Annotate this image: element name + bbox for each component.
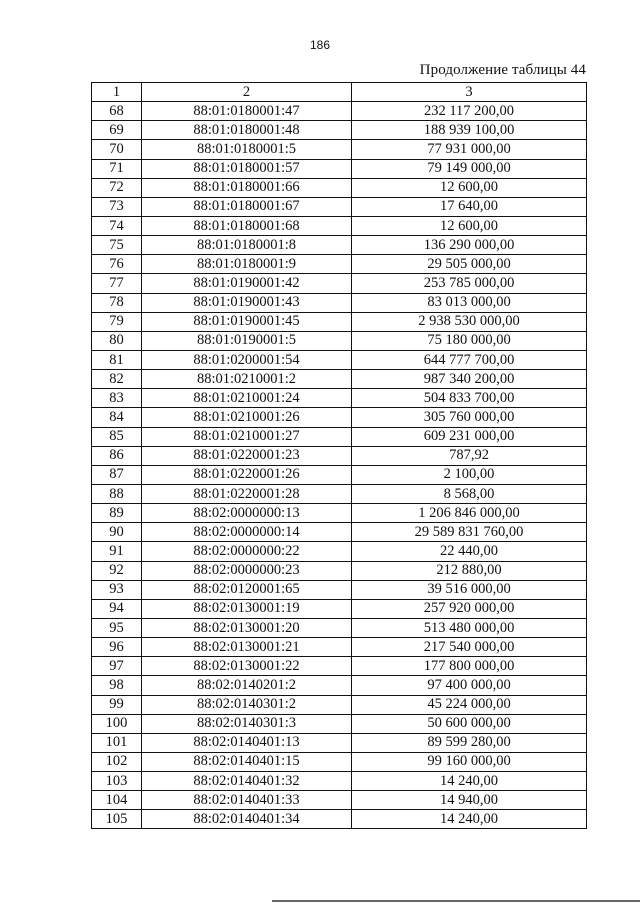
value-cell: 609 231 000,00: [352, 427, 587, 446]
row-number-cell: 75: [92, 236, 142, 255]
value-cell: 504 833 700,00: [352, 389, 587, 408]
row-number-cell: 80: [92, 331, 142, 350]
table-row: [92, 197, 587, 216]
row-number-cell: 74: [92, 216, 142, 235]
cadastral-number-cell: 88:02:0000000:13: [142, 504, 352, 523]
value-cell: 75 180 000,00: [352, 331, 587, 350]
row-number-cell: 101: [92, 733, 142, 752]
table-row: [92, 676, 587, 695]
table-row: [92, 752, 587, 771]
table-row: [92, 102, 587, 121]
cadastral-number-cell: 88:01:0180001:9: [142, 255, 352, 274]
cadastral-number-cell: 88:01:0180001:57: [142, 159, 352, 178]
table-continuation-label: Продолжение таблицы 44: [419, 62, 586, 78]
table-row: [92, 465, 587, 484]
value-cell: 12 600,00: [352, 178, 587, 197]
table-row: [92, 791, 587, 810]
row-number-cell: 85: [92, 427, 142, 446]
row-number-cell: 94: [92, 599, 142, 618]
row-number-cell: 92: [92, 561, 142, 580]
value-cell: 29 505 000,00: [352, 255, 587, 274]
cadastral-number-cell: 88:01:0220001:28: [142, 484, 352, 503]
table-row: [92, 236, 587, 255]
cadastral-number-cell: 88:01:0180001:67: [142, 197, 352, 216]
row-number-cell: 82: [92, 370, 142, 389]
cadastral-number-cell: 88:02:0000000:14: [142, 523, 352, 542]
cadastral-number-cell: 88:01:0200001:54: [142, 350, 352, 369]
value-cell: 8 568,00: [352, 484, 587, 503]
cadastral-number-cell: 88:02:0000000:23: [142, 561, 352, 580]
table-row: [92, 733, 587, 752]
value-cell: 253 785 000,00: [352, 274, 587, 293]
table-row: [92, 178, 587, 197]
row-number-cell: 86: [92, 446, 142, 465]
table-row: [92, 121, 587, 140]
value-cell: 212 880,00: [352, 561, 587, 580]
row-number-cell: 88: [92, 484, 142, 503]
value-cell: 177 800 000,00: [352, 657, 587, 676]
row-number-cell: 99: [92, 695, 142, 714]
value-cell: 232 117 200,00: [352, 102, 587, 121]
cadastral-number-cell: 88:01:0220001:26: [142, 465, 352, 484]
table-header: [92, 83, 587, 102]
table-row: [92, 159, 587, 178]
value-cell: 14 940,00: [352, 791, 587, 810]
value-cell: 22 440,00: [352, 542, 587, 561]
cadastral-number-cell: 88:01:0190001:43: [142, 293, 352, 312]
row-number-cell: 77: [92, 274, 142, 293]
table-row: [92, 408, 587, 427]
cadastral-number-cell: 88:02:0140201:2: [142, 676, 352, 695]
value-cell: 2 938 530 000,00: [352, 312, 587, 331]
table-row: [92, 140, 587, 159]
table-row: [92, 312, 587, 331]
data-table: [91, 82, 587, 829]
value-cell: 257 920 000,00: [352, 599, 587, 618]
value-cell: 2 100,00: [352, 465, 587, 484]
row-number-cell: 83: [92, 389, 142, 408]
page-bottom-rule: [272, 900, 640, 902]
row-number-cell: 93: [92, 580, 142, 599]
row-number-cell: 103: [92, 772, 142, 791]
value-cell: 89 599 280,00: [352, 733, 587, 752]
table-row: [92, 772, 587, 791]
table-row: [92, 274, 587, 293]
header-cell-2: 2: [142, 83, 352, 102]
cadastral-number-cell: 88:02:0130001:21: [142, 638, 352, 657]
table-row: [92, 427, 587, 446]
table-row: [92, 255, 587, 274]
table-row: [92, 350, 587, 369]
row-number-cell: 70: [92, 140, 142, 159]
table-row: [92, 542, 587, 561]
header-cell-3: 3: [352, 83, 587, 102]
row-number-cell: 81: [92, 350, 142, 369]
cadastral-number-cell: 88:02:0130001:22: [142, 657, 352, 676]
value-cell: 987 340 200,00: [352, 370, 587, 389]
row-number-cell: 91: [92, 542, 142, 561]
row-number-cell: 76: [92, 255, 142, 274]
value-cell: 97 400 000,00: [352, 676, 587, 695]
value-cell: 644 777 700,00: [352, 350, 587, 369]
table-row: [92, 484, 587, 503]
row-number-cell: 79: [92, 312, 142, 331]
table-row: [92, 561, 587, 580]
value-cell: 77 931 000,00: [352, 140, 587, 159]
value-cell: 513 480 000,00: [352, 618, 587, 637]
value-cell: 787,92: [352, 446, 587, 465]
table-row: [92, 714, 587, 733]
table-row: [92, 599, 587, 618]
cadastral-number-cell: 88:02:0140401:34: [142, 810, 352, 829]
cadastral-number-cell: 88:02:0140401:15: [142, 752, 352, 771]
value-cell: 45 224 000,00: [352, 695, 587, 714]
cadastral-number-cell: 88:01:0180001:8: [142, 236, 352, 255]
cadastral-number-cell: 88:01:0190001:5: [142, 331, 352, 350]
cadastral-number-cell: 88:01:0190001:45: [142, 312, 352, 331]
row-number-cell: 90: [92, 523, 142, 542]
value-cell: 305 760 000,00: [352, 408, 587, 427]
cadastral-number-cell: 88:02:0000000:22: [142, 542, 352, 561]
table-row: [92, 810, 587, 829]
row-number-cell: 105: [92, 810, 142, 829]
table-row: [92, 216, 587, 235]
value-cell: 12 600,00: [352, 216, 587, 235]
row-number-cell: 102: [92, 752, 142, 771]
table-row: [92, 580, 587, 599]
page-number: 186: [309, 38, 331, 52]
cadastral-number-cell: 88:02:0140301:2: [142, 695, 352, 714]
row-number-cell: 96: [92, 638, 142, 657]
value-cell: 14 240,00: [352, 772, 587, 791]
row-number-cell: 72: [92, 178, 142, 197]
table-row: [92, 523, 587, 542]
table-row: [92, 657, 587, 676]
table-row: [92, 695, 587, 714]
value-cell: 14 240,00: [352, 810, 587, 829]
row-number-cell: 73: [92, 197, 142, 216]
value-cell: 29 589 831 760,00: [352, 523, 587, 542]
value-cell: 50 600 000,00: [352, 714, 587, 733]
table-row: [92, 331, 587, 350]
cadastral-number-cell: 88:02:0140401:32: [142, 772, 352, 791]
table-row: [92, 504, 587, 523]
table-row: [92, 370, 587, 389]
cadastral-number-cell: 88:01:0180001:5: [142, 140, 352, 159]
row-number-cell: 89: [92, 504, 142, 523]
value-cell: 79 149 000,00: [352, 159, 587, 178]
row-number-cell: 78: [92, 293, 142, 312]
row-number-cell: 87: [92, 465, 142, 484]
value-cell: 136 290 000,00: [352, 236, 587, 255]
cadastral-number-cell: 88:01:0190001:42: [142, 274, 352, 293]
cadastral-number-cell: 88:02:0120001:65: [142, 580, 352, 599]
table-row: [92, 389, 587, 408]
cadastral-number-cell: 88:01:0180001:68: [142, 216, 352, 235]
cadastral-number-cell: 88:02:0130001:19: [142, 599, 352, 618]
value-cell: 1 206 846 000,00: [352, 504, 587, 523]
table-body: [92, 102, 587, 829]
header-cell-1: 1: [92, 83, 142, 102]
cadastral-number-cell: 88:01:0220001:23: [142, 446, 352, 465]
table-row: [92, 293, 587, 312]
row-number-cell: 95: [92, 618, 142, 637]
cadastral-number-cell: 88:01:0210001:24: [142, 389, 352, 408]
cadastral-number-cell: 88:02:0140401:33: [142, 791, 352, 810]
cadastral-number-cell: 88:01:0180001:48: [142, 121, 352, 140]
table-row: [92, 638, 587, 657]
value-cell: 188 939 100,00: [352, 121, 587, 140]
value-cell: 217 540 000,00: [352, 638, 587, 657]
header-row: [92, 83, 587, 102]
cadastral-number-cell: 88:02:0140401:13: [142, 733, 352, 752]
cadastral-number-cell: 88:02:0140301:3: [142, 714, 352, 733]
row-number-cell: 97: [92, 657, 142, 676]
row-number-cell: 68: [92, 102, 142, 121]
row-number-cell: 104: [92, 791, 142, 810]
cadastral-number-cell: 88:01:0210001:27: [142, 427, 352, 446]
cadastral-number-cell: 88:01:0180001:47: [142, 102, 352, 121]
cadastral-number-cell: 88:01:0210001:26: [142, 408, 352, 427]
table-row: [92, 618, 587, 637]
row-number-cell: 100: [92, 714, 142, 733]
value-cell: 99 160 000,00: [352, 752, 587, 771]
table-row: [92, 446, 587, 465]
value-cell: 83 013 000,00: [352, 293, 587, 312]
cadastral-number-cell: 88:02:0130001:20: [142, 618, 352, 637]
row-number-cell: 71: [92, 159, 142, 178]
value-cell: 39 516 000,00: [352, 580, 587, 599]
row-number-cell: 69: [92, 121, 142, 140]
cadastral-number-cell: 88:01:0180001:66: [142, 178, 352, 197]
row-number-cell: 84: [92, 408, 142, 427]
value-cell: 17 640,00: [352, 197, 587, 216]
row-number-cell: 98: [92, 676, 142, 695]
cadastral-number-cell: 88:01:0210001:2: [142, 370, 352, 389]
